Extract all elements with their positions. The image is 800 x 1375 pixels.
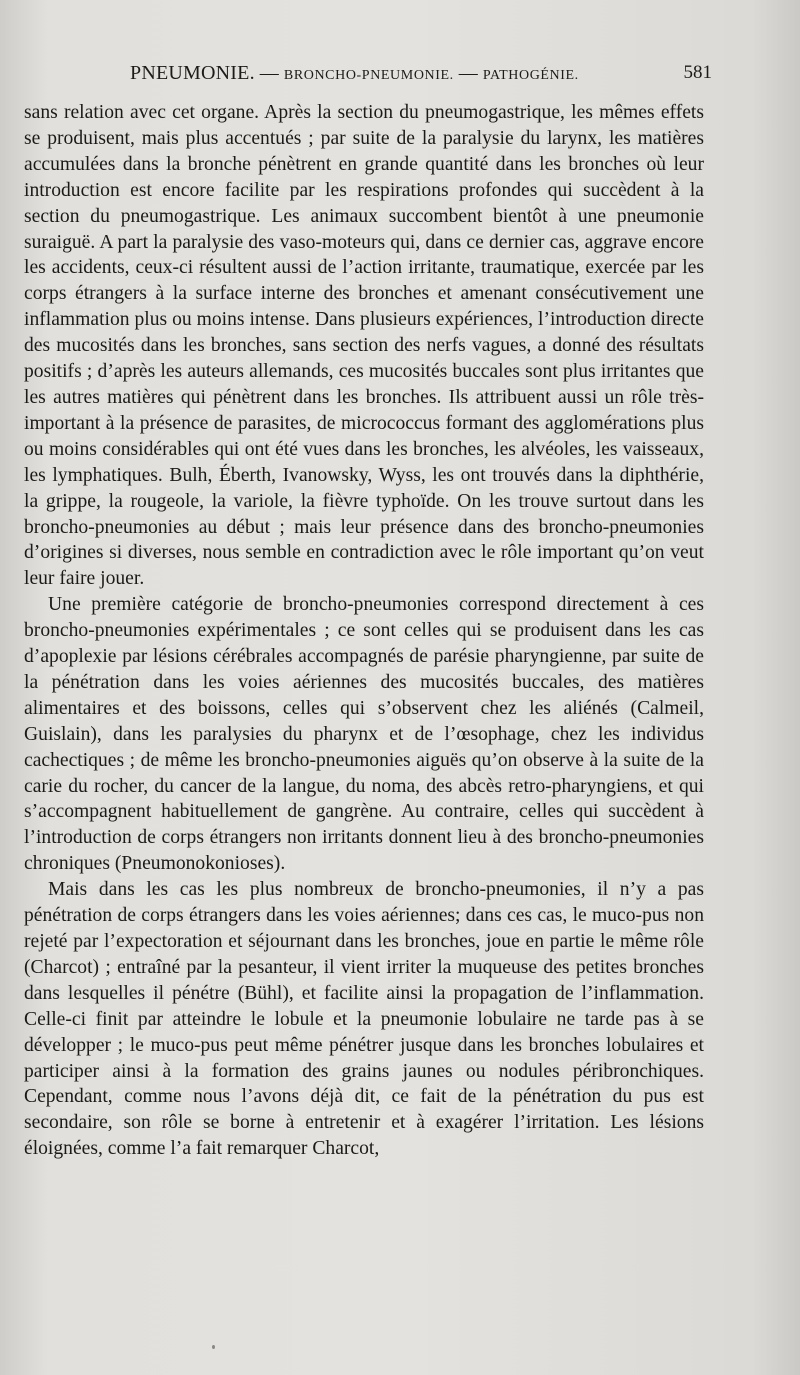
running-head — [130, 62, 579, 85]
paragraph-1: sans relation avec cet organe. Après la section du pneumogastrique, les mêmes effets se produisent, mais plus accentués ; par suite de la paralysie du larynx, les matières accumulées dans la bronche pénètrent en grande quantité dans les bronches où leur introduction est encore facilite par les respirations profondes qui succèdent à la section du pneumogastrique. Les animaux succombent bientôt à une pneumonie suraiguë. A part la paralysie des vaso-moteurs qui, dans ce dernier cas, aggrave encore les accidents, ceux-ci résultent aussi de l’action irritante, traumatique, exercée par les corps étrangers à la surface interne des bronches et amenant consécutivement une inflammation plus ou moins intense. Dans plusieurs expériences, l’introduction directe des mucosités dans les bronches, sans section des nerfs vagues, a donné des résultats positifs ; d’après les auteurs allemands, ces mucosités buccales sont plus irritantes que les autres matières qui pénètrent dans les bronches. Ils attribuent aussi un rôle très-important à la présence de parasites, de micrococcus formant des agglomérations plus ou moins considérables qui ont été vues dans les bronches, les alvéoles, les vaisseaux, les lymphatiques. Bulh, Éberth, Ivanowsky, Wyss, les ont trouvés dans la diphthérie, la grippe, la rougeole, la variole, la fièvre typhoïde. On les trouve surtout dans les broncho-pneumonies au début ; mais leur présence dans des broncho-pneumonies d’origines si diverses, nous semble en contradiction avec le rôle important qu’on veut leur faire jouer. — [24, 102, 704, 590]
page-number: 581 — [683, 62, 712, 83]
paragraph-2: Une première catégorie de broncho-pneumonies correspond directement à ces broncho-pneumonies expérimentales ; ce sont celles qui se produisent dans les cas d’apoplexie par lésions cérébrales accompagnés de parésie pharyngienne, par suite de la pénétration dans les voies aériennes des mucosités buccales, des matières alimentaires et des boissons, celles qui s’observent chez les aliénés (Calmeil, Guislain), dans les paralysies du pharynx et de l’œsophage, chez les individus cachectiques ; de même les broncho-pneumonies aiguës qu’on observe à la suite de la carie du rocher, du cancer de la langue, du noma, des abcès retro-pharyngiens, et qui s’accompagnent habituellement de gangrène. Au contraire, celles qui succèdent à l’introduction de corps étrangers non irritants donnent lieu à des broncho-pneumonies chroniques (Pneumonokonioses). — [24, 594, 704, 875]
running-head-subsection: PATHOGÉNIE. — [482, 68, 579, 83]
running-head-dash: — — [259, 63, 279, 84]
body-text — [24, 100, 704, 1162]
paragraph-3: Mais dans les cas les plus nombreux de broncho-pneumonies, il n’y a pas pénétration de corps étrangers dans les voies aériennes; dans ces cas, le muco-pus non rejeté par l’expectoration et séjournant dans les bronches, joue en partie le même rôle (Charcot) ; entraîné par la pesanteur, il vient irriter la muqueuse des petites bronches dans lesquelles il pénétre (Bühl), et facilite ainsi la propagation de l’inflammation. Celle-ci finit par atteindre le lobule et la pneumonie lobulaire ne tarde pas à se développer ; le muco-pus peut même pénétrer jusque dans les bronches lobulaires et participer ainsi à la formation des grains jaunes ou nodules péribronchiques. Cependant, comme nous l’avons déjà dit, ce fait de la pénétration du pus est secondaire, son rôle se borne à entretenir et à exagérer l’irritation. Les lésions éloignées, comme l’a fait remarquer Charcot, — [24, 879, 704, 1160]
running-head-section: BRONCHO-PNEUMONIE. — [283, 68, 454, 83]
running-head-dash: — — [458, 63, 478, 84]
paper-speck — [212, 1345, 215, 1349]
running-head-title: PNEUMONIE. — [130, 62, 255, 84]
page-header — [24, 62, 714, 88]
